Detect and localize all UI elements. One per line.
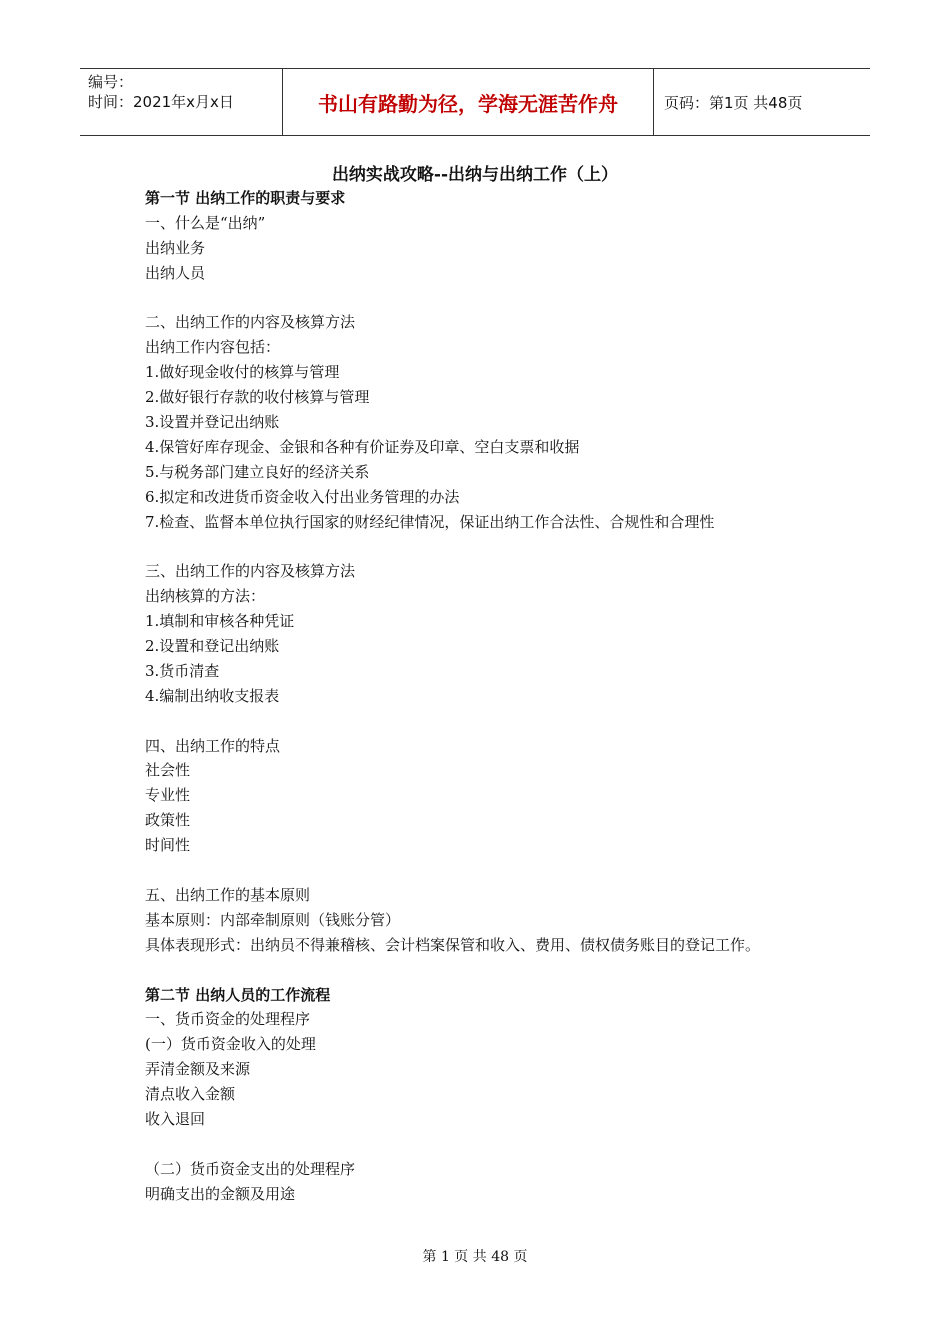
- text-line: 专业性: [145, 786, 191, 805]
- text-line: 6.拟定和改进货币资金收入付出业务管理的办法: [145, 487, 460, 506]
- text-line: 1.做好现金收付的核算与管理: [145, 363, 340, 382]
- text-line: 四、出纳工作的特点: [145, 736, 281, 755]
- text-line: 时间性: [145, 836, 191, 855]
- header-motto: 书山有路勤为径，学海无涯苦作舟: [282, 69, 654, 135]
- text-line: 明确支出的金额及用途: [145, 1184, 296, 1203]
- text-line: 收入退回: [145, 1109, 206, 1128]
- code-label: 编号：: [88, 73, 134, 91]
- text-line: 二、出纳工作的内容及核算方法: [145, 313, 356, 332]
- text-line: 2.做好银行存款的收付核算与管理: [145, 388, 370, 407]
- section-heading: 第二节 出纳人员的工作流程: [145, 985, 331, 1004]
- text-line: 出纳人员: [145, 263, 206, 282]
- text-line: 政策性: [145, 811, 191, 830]
- blank-line: [145, 286, 815, 311]
- text-line: 1.填制和审核各种凭证: [145, 612, 295, 631]
- text-line: 弄清金额及来源: [145, 1060, 251, 1079]
- text-line: 出纳工作内容包括：: [145, 338, 281, 357]
- text-line: 2.设置和登记出纳账: [145, 637, 280, 656]
- blank-line: [145, 858, 815, 883]
- document-title: 出纳实战攻略--出纳与出纳工作（上）: [331, 165, 619, 185]
- text-line: 3.设置并登记出纳账: [145, 413, 280, 432]
- text-line: 4.编制出纳收支报表: [145, 686, 280, 705]
- text-line: 社会性: [145, 761, 191, 780]
- text-line: 出纳业务: [145, 238, 206, 257]
- header-page-info: 页码：第1页 共48页: [664, 93, 803, 112]
- time-label: 时间：2021年x月x日: [88, 93, 234, 111]
- section-heading: 第一节 出纳工作的职责与要求: [145, 189, 346, 207]
- text-line: 基本原则：内部牵制原则（钱账分管）: [145, 910, 401, 929]
- text-line: （二）货币资金支出的处理程序: [145, 1159, 356, 1178]
- text-line: 7.检查、监督本单位执行国家的财经纪律情况，保证出纳工作合法性、合规性和合理性: [145, 512, 715, 531]
- blank-line: [145, 709, 815, 734]
- text-line: 4.保管好库存现金、金银和各种有价证券及印章、空白支票和收据: [145, 437, 580, 456]
- text-line: 三、出纳工作的内容及核算方法: [145, 562, 356, 581]
- header-meta: [80, 69, 282, 135]
- text-line: 出纳核算的方法：: [145, 587, 266, 606]
- text-line: 一、货币资金的处理程序: [145, 1010, 311, 1029]
- blank-line: [145, 1132, 815, 1157]
- text-line: 3.货币清查: [145, 661, 220, 680]
- text-line: 一、什么是“出纳”: [145, 213, 266, 232]
- header-table: [80, 68, 870, 136]
- text-line: 5.与税务部门建立良好的经济关系: [145, 462, 370, 481]
- document-body: [145, 186, 815, 1207]
- text-line: (一）货币资金收入的处理: [145, 1035, 316, 1054]
- text-line: 清点收入金额: [145, 1085, 236, 1104]
- blank-line: [145, 958, 815, 983]
- page-footer: 第 1 页 共 48 页: [422, 1249, 528, 1265]
- text-line: 具体表现形式：出纳员不得兼稽核、会计档案保管和收入、费用、债权债务账目的登记工作。: [145, 935, 761, 954]
- text-line: 五、出纳工作的基本原则: [145, 885, 311, 904]
- blank-line: [145, 534, 815, 559]
